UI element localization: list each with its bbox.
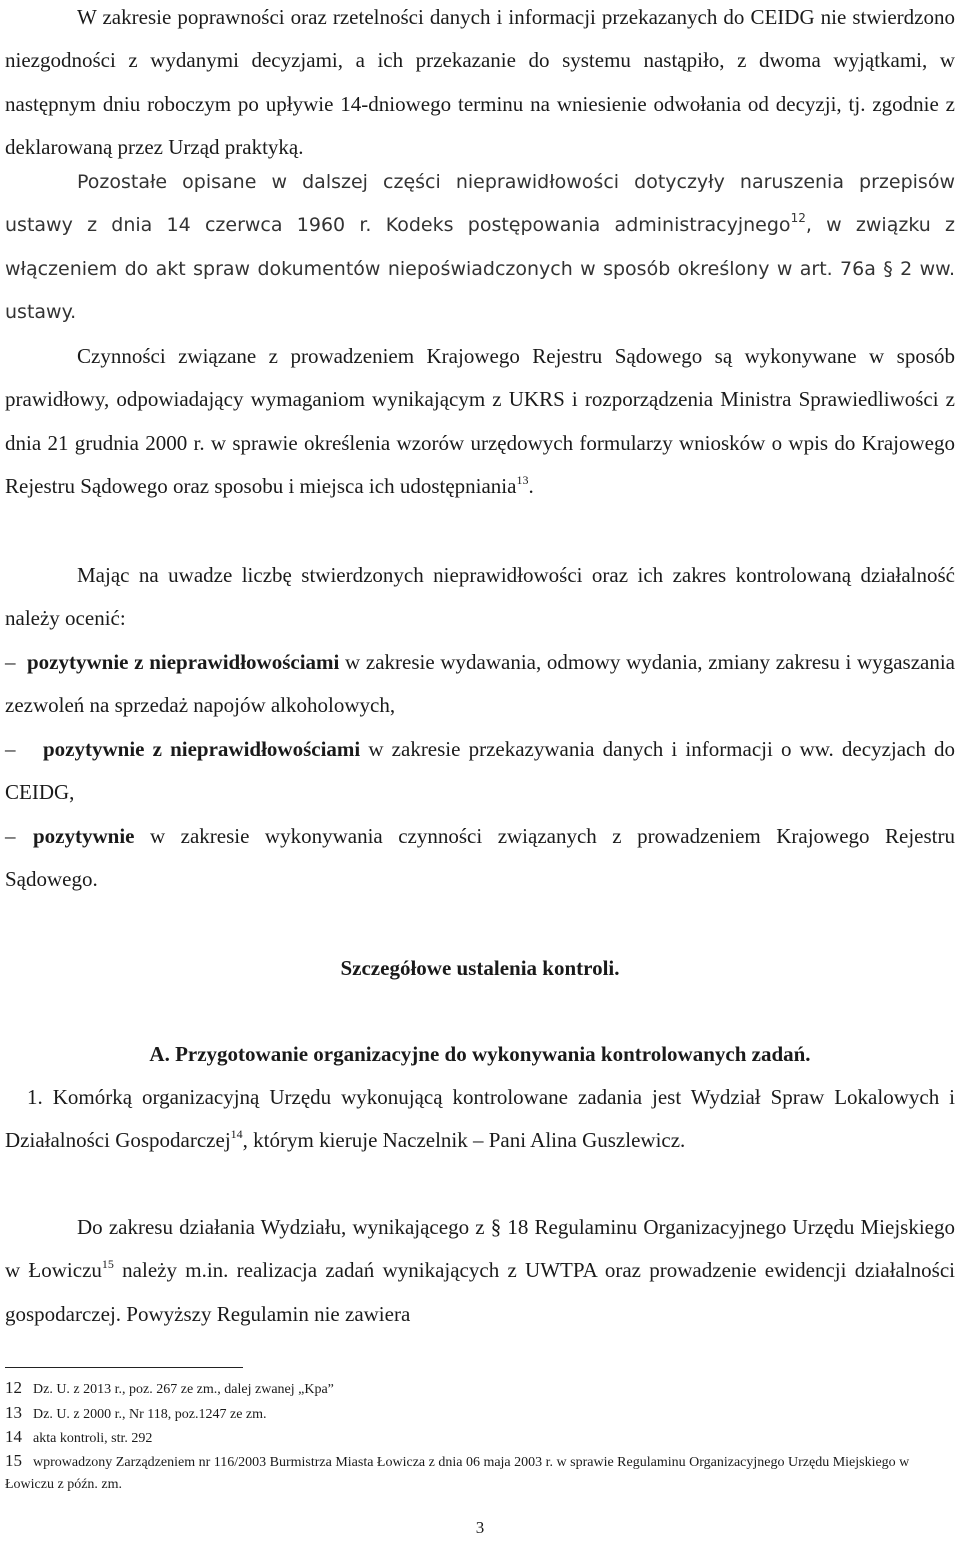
footnote-13: 13 Dz. U. z 2000 r., Nr 118, poz.1247 ze zm. — [5, 1403, 267, 1422]
footnote-ref-13[interactable]: 13 — [516, 473, 529, 488]
paragraph-department-scope: Do zakresu działania Wydziału, wynikającego z § 18 Regulaminu Organizacyjnego Urzędu Miejskiego w Łowiczu$^{15}$ należy m.in. realizacja zadań wynikających z UWTPA oraz prowadzenie ewidencji działalności gospodarczej. Powyższy Regulamin nie zawiera — [5, 1215, 955, 1326]
paragraph-organizational-unit: 1. Komórką organizacyjną Urzędu wykonującą kontrolowane zadania jest Wydział Spraw Lokalowych i Działalności Gospodarczej$^{14}$, którym kieruje Naczelnik – Pani Alina Guszlewicz. — [5, 1085, 955, 1153]
footnote-14: 14 akta kontroli, str. 292 — [5, 1427, 153, 1446]
assessment-item-3: – pozytywnie w zakresie wykonywania czynności związanych z prowadzeniem Krajowego Rejestru Sądowego. — [5, 815, 955, 902]
footnote-ref-12[interactable]: 12 — [790, 211, 806, 226]
dash-icon: – — [5, 650, 16, 674]
footnote-ref-15[interactable]: 15 — [101, 1257, 114, 1272]
footnote-12: 12 Dz. U. z 2013 r., poz. 267 ze zm., dalej zwanej „Kpa” — [5, 1378, 334, 1397]
paragraph-krs-activities: Czynności związane z prowadzeniem Krajowego Rejestru Sądowego są wykonywane w sposób prawidłowy, odpowiadający wymaganiom wynikającym z UKRS i rozporządzenia Ministra Sprawiedliwości z dnia 21 grudnia 2000 r. w sprawie określenia wzorów urzędowych formularzy wniosków o wpis do Krajowego Rejestru Sądowego oraz sposobu i miejsca ich udostępniania$^{13}$. — [5, 344, 955, 499]
dash-icon: – — [5, 737, 16, 761]
dash-icon: – — [5, 824, 16, 848]
section-heading-a: A. Przygotowanie organizacyjne do wykonywania kontrolowanych zadań. — [149, 1042, 811, 1066]
footnote-ref-14[interactable]: 14 — [230, 1127, 243, 1142]
paragraph-kpa-violations: Pozostałe opisane w dalszej części nieprawidłowości dotyczyły naruszenia przepisów ustawy z dnia 14 czerwca 1960 r. Kodeks postępowania administracyjnego$^{12}$, w związku z włączeniem do akt spraw dokumentów niepoświadczonych w sposób określony w art. 76a § 2 ww. ustawy. — [5, 171, 956, 324]
paragraph-assessment-intro: Mając na uwadze liczbę stwierdzonych nieprawidłowości oraz ich zakres kontrolowaną działalność należy ocenić: — [5, 563, 955, 631]
section-heading-detailed-findings: Szczegółowe ustalenia kontroli. — [340, 956, 620, 980]
assessment-item-1: – pozytywnie z nieprawidłowościami w zakresie wydawania, odmowy wydania, zmiany zakresu i wygaszania zezwoleń na sprzedaż napojów alkoholowych, — [5, 641, 955, 728]
page-number: 3 — [475, 1518, 485, 1537]
footnote-separator — [5, 1367, 243, 1368]
assessment-item-2: – pozytywnie z nieprawidłowościami w zakresie przekazywania danych i informacji o ww. decyzjach do CEIDG, — [5, 728, 955, 815]
paragraph-ceidg-correctness: W zakresie poprawności oraz rzetelności danych i informacji przekazanych do CEIDG nie stwierdzono niezgodności z wydanymi decyzjami, a ich przekazanie do systemu nastąpiło, z dwoma wyjątkami, w następnym dniu roboczym po upływie 14-dniowego terminu na wniesienie odwołania od decyzji, tj. zgodnie z deklarowaną przez Urząd praktyką. — [5, 5, 955, 160]
footnote-15: 15 wprowadzony Zarządzeniem nr 116/2003 Burmistrza Miasta Łowicza z dnia 06 maja 2003 r. w sprawie Regulaminu Organizacyjnego Urzędu Miejskiego w Łowiczu z późn. zm. — [5, 1451, 910, 1492]
